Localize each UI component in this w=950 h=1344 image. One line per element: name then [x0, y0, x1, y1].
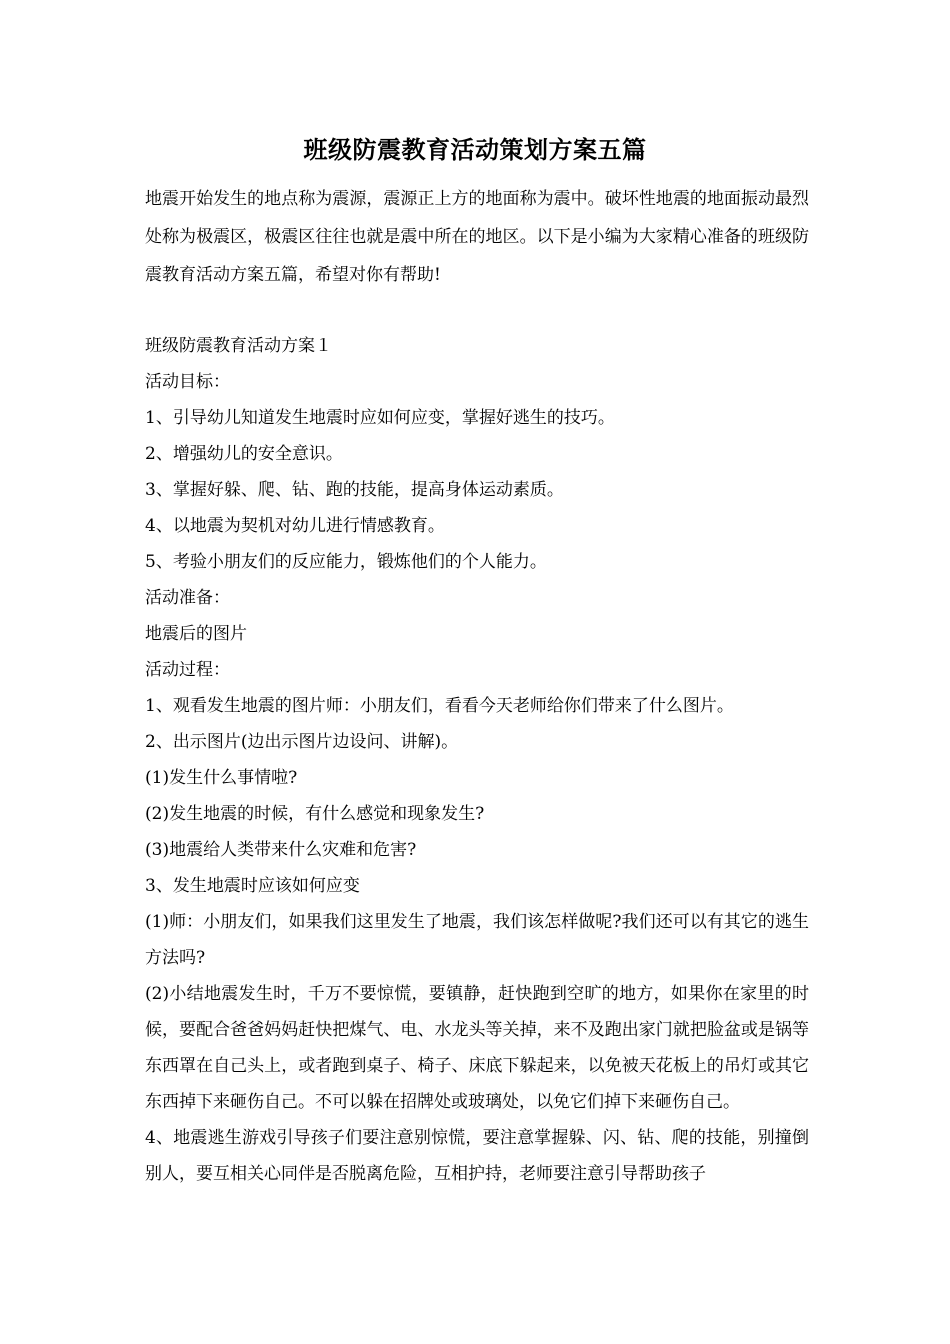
goals-label: 活动目标：	[145, 372, 230, 392]
document-title: 班级防震教育活动策划方案五篇	[303, 135, 647, 164]
process-item: (3)地震给人类带来什么灾难和危害?	[145, 840, 417, 860]
process-item: (1)发生什么事情啦?	[145, 768, 298, 788]
intro-paragraph: 地震开始发生的地点称为震源，震源正上方的地面称为震中。破坏性地震的地面振动最烈处称为极震区，极震区往往也就是震中所在的地区。以下是小编为大家精心准备的班级防震教育活动方案五篇，希望对你有帮助!	[145, 189, 809, 285]
goal-item: 4、以地震为契机对幼儿进行情感教育。	[145, 516, 445, 536]
process-paragraph: (2)小结地震发生时，千万不要惊慌，要镇静，赶快跑到空旷的地方，如果你在家里的时候，要配合爸爸妈妈赶快把煤气、电、水龙头等关掉，来不及跑出家门就把脸盆或是锅等东西罩在自己头上，或者跑到桌子、椅子、床底下躲起来，以免被天花板上的吊灯或其它东西掉下来砸伤自己。不可以躲在招牌处或玻璃处，以免它们掉下来砸伤自己。	[145, 984, 809, 1112]
process-label: 活动过程：	[145, 660, 230, 680]
process-item: 1、观看发生地震的图片师：小朋友们，看看今天老师给你们带来了什么图片。	[145, 696, 734, 716]
prep-item: 地震后的图片	[145, 624, 247, 644]
process-item: 2、出示图片(边出示图片边设问、讲解)。	[145, 732, 459, 752]
process-item: 3、发生地震时应该如何应变	[145, 876, 360, 896]
goal-item: 3、掌握好躲、爬、钻、跑的技能，提高身体运动素质。	[145, 480, 564, 500]
goal-item: 1、引导幼儿知道发生地震时应如何应变，掌握好逃生的技巧。	[145, 408, 615, 428]
process-paragraph: (1)师：小朋友们，如果我们这里发生了地震，我们该怎样做呢?我们还可以有其它的逃生方法吗?	[145, 912, 809, 968]
goal-item: 5、考验小朋友们的反应能力，锻炼他们的个人能力。	[145, 552, 547, 572]
section-heading: 班级防震教育活动方案１	[145, 336, 332, 356]
process-item: (2)发生地震的时候，有什么感觉和现象发生?	[145, 804, 485, 824]
goal-item: 2、增强幼儿的安全意识。	[145, 444, 343, 464]
intro-block	[145, 180, 809, 294]
prep-label: 活动准备：	[145, 588, 230, 608]
section-1	[145, 328, 809, 1192]
process-paragraph: 4、地震逃生游戏引导孩子们要注意别惊慌，要注意掌握躲、闪、钻、爬的技能，别撞倒别人，要互相关心同伴是否脱离危险，互相护持，老师要注意引导帮助孩子	[145, 1128, 809, 1184]
